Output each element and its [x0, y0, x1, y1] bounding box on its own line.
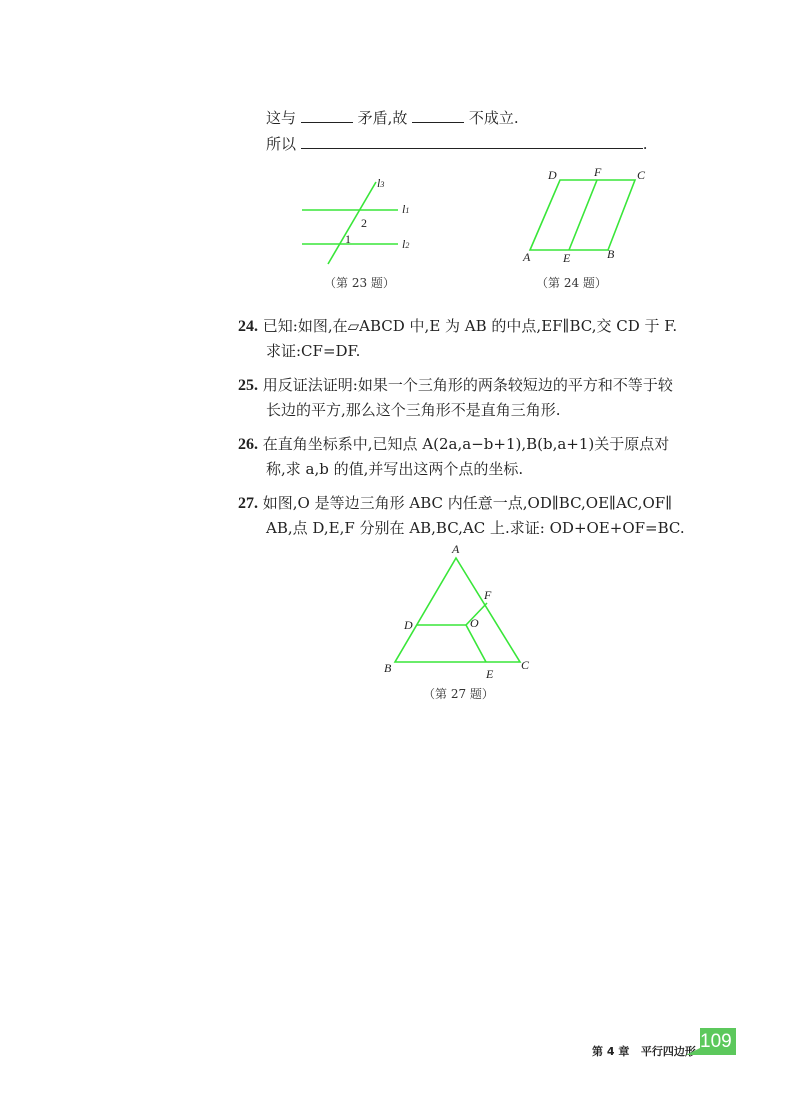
- fill-in-line-2: 所以 .: [266, 135, 648, 153]
- label-O: O: [470, 616, 479, 630]
- answer-blank[interactable]: [412, 108, 464, 123]
- triangle-abc: [395, 558, 520, 662]
- figure-23-caption: （第 23 题）: [324, 276, 395, 290]
- label-F: F: [594, 165, 602, 179]
- question-26: [238, 432, 669, 482]
- label-A: A: [523, 250, 531, 264]
- question-text: AB,点 D,E,F 分别在 AB,BC,AC 上.求证: OD+OE+OF=BC.: [266, 519, 685, 537]
- label-D: D: [404, 618, 413, 632]
- question-27: [238, 491, 685, 541]
- question-24: [238, 314, 677, 364]
- fill-in-line-1: 这与 矛盾,故 不成立.: [266, 109, 519, 127]
- answer-blank[interactable]: [301, 108, 353, 123]
- label-D: D: [548, 168, 557, 182]
- label-C: C: [521, 658, 530, 672]
- figure-23-diagram: [290, 170, 430, 270]
- label-C: C: [637, 168, 646, 182]
- question-number: 24.: [238, 318, 258, 335]
- label-l3: l3: [377, 176, 385, 190]
- question-25: [238, 373, 673, 423]
- segment-ef: [569, 180, 597, 250]
- label-B: B: [607, 247, 615, 261]
- figure-27-diagram: [380, 550, 530, 675]
- label-l2: l2: [402, 237, 410, 251]
- question-text: 在直角坐标系中,已知点 A(2a,a−b+1),B(b,a+1)关于原点对: [262, 435, 670, 453]
- question-number: 26.: [238, 436, 258, 453]
- answer-blank[interactable]: [301, 134, 643, 149]
- line-l3: [328, 182, 376, 264]
- question-number: 27.: [238, 495, 258, 512]
- label-l1: l1: [402, 202, 410, 216]
- question-text: 长边的平方,那么这个三角形不是直角三角形.: [266, 401, 561, 419]
- label-B: B: [384, 661, 392, 675]
- angle-1-label: 1: [345, 232, 351, 246]
- label-F: F: [484, 588, 492, 602]
- question-number: 25.: [238, 377, 258, 394]
- label-A: A: [452, 542, 460, 556]
- question-text: 已知:如图,在▱ABCD 中,E 为 AB 的中点,EF∥BC,交 CD 于 F.: [262, 317, 678, 335]
- figure-24-caption: （第 24 题）: [536, 276, 607, 290]
- figure-24-diagram: [520, 170, 650, 260]
- question-text: 如图,O 是等边三角形 ABC 内任意一点,OD∥BC,OE∥AC,OF∥: [262, 494, 673, 512]
- angle-2-label: 2: [361, 216, 367, 230]
- question-text: 称,求 a,b 的值,并写出这两个点的坐标.: [266, 460, 524, 478]
- question-text: 求证:CF=DF.: [266, 342, 361, 360]
- chapter-label: 第 4 章 平行四边形: [592, 1045, 696, 1058]
- label-E: E: [486, 667, 494, 681]
- label-E: E: [563, 251, 571, 265]
- figure-27-caption: （第 27 题）: [423, 687, 494, 701]
- page-number: 109: [700, 1031, 732, 1052]
- question-text: 用反证法证明:如果一个三角形的两条较短边的平方和不等于较: [262, 376, 673, 394]
